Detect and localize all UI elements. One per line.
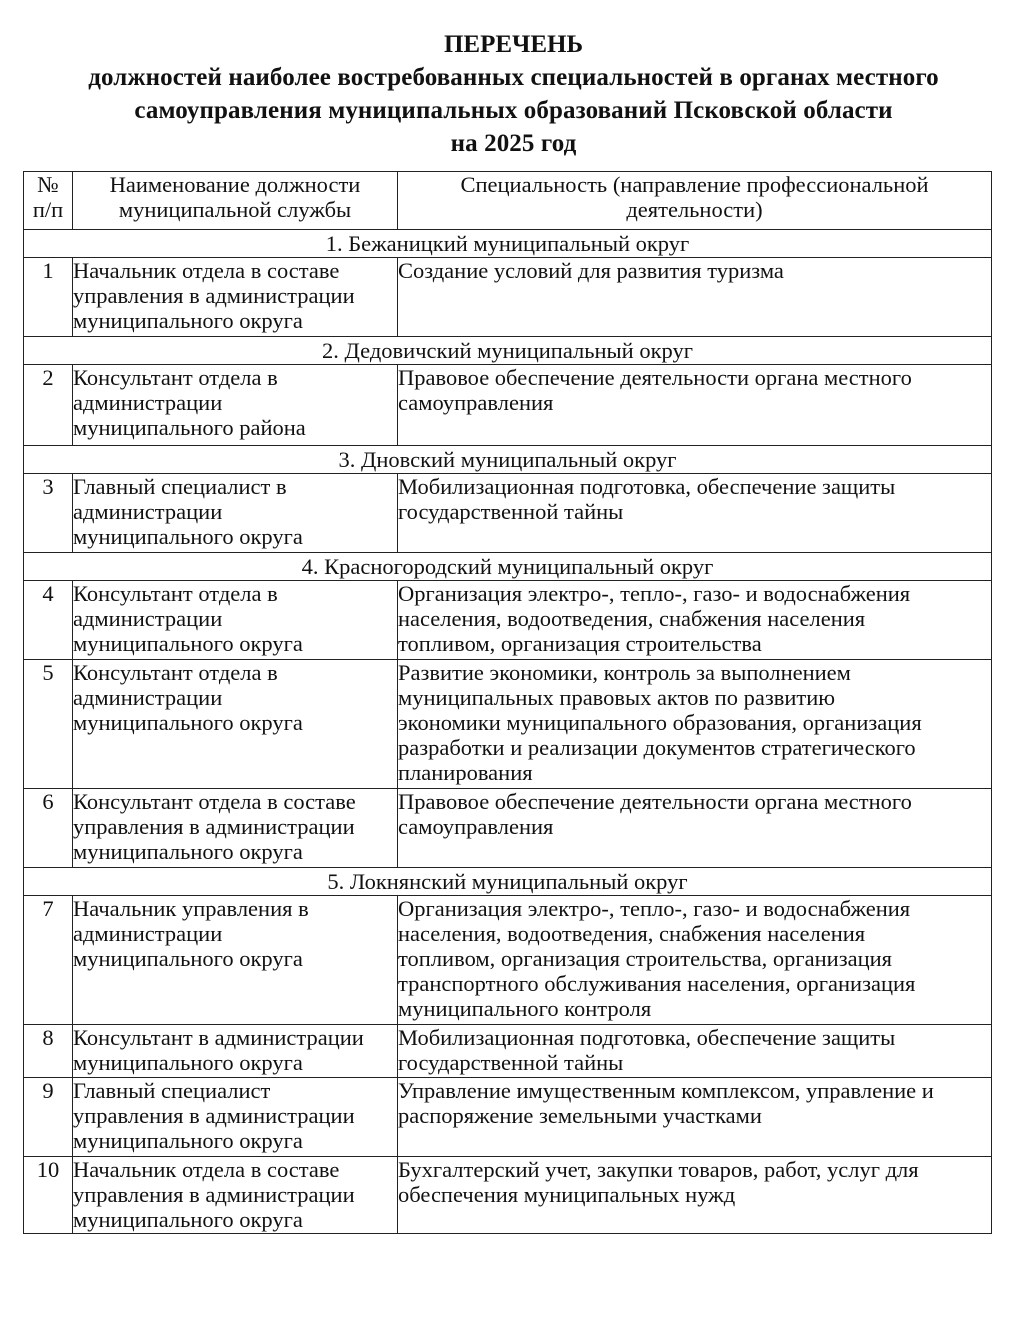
position-text: Консультант отдела в администрации муниципального района [73,365,306,440]
district-heading: 2. Дедовичский муниципальный округ [24,337,992,365]
document-subtitle-line-3: на 2025 год [450,130,577,157]
specialty-text: Развитие экономики, контроль за выполнением муниципальных правовых актов по развитию экономики муниципального образования, организация разработки и реализации документов стратегического планирования [398,660,922,785]
position-text: Консультант отдела в составе управления в администрации муниципального округа [73,789,356,864]
position-cell [73,896,398,1025]
specialty-text: Мобилизационная подготовка, обеспечение защиты государственной тайны [398,474,896,524]
district-heading: 1. Бежаницкий муниципальный округ [24,230,992,258]
specialty-text: Управление имущественным комплексом, управление и распоряжение земельными участками [398,1078,934,1128]
specialty-cell [398,474,992,553]
specialty-text: Организация электро-, тепло-, газо- и водоснабжения населения, водоотведения, снабжения населения топливом, организация строительства, организация транспортного обслуживания населения, организация муниципального контроля [398,896,916,1021]
row-number: 3 [24,474,73,553]
table-row [24,789,992,868]
district-row [24,446,992,474]
district-heading: 4. Красногородский муниципальный округ [24,553,992,581]
specialty-cell [398,1157,992,1234]
specialty-text: Мобилизационная подготовка, обеспечение защиты государственной тайны [398,1025,896,1075]
district-row [24,553,992,581]
position-cell [73,474,398,553]
position-text: Консультант отдела в администрации муниципального округа [73,581,303,656]
row-number: 2 [24,365,73,446]
specialty-cell [398,581,992,660]
district-row [24,868,992,896]
position-cell [73,1025,398,1078]
specialty-text: Организация электро-, тепло-, газо- и водоснабжения населения, водоотведения, снабжения населения топливом, организация строительства [398,581,911,656]
document-title-block [0,28,1027,160]
district-heading: 3. Дновский муниципальный округ [24,446,992,474]
row-number: 5 [24,660,73,789]
row-number: 1 [24,258,73,337]
position-text: Консультант отдела в администрации муниципального округа [73,660,303,735]
position-text: Главный специалист в администрации муниципального округа [73,474,303,549]
document-subtitle-line-2: самоуправления муниципальных образований Псковской области [134,97,893,124]
position-text: Начальник отдела в составе управления в администрации муниципального округа [73,1157,355,1232]
district-row [24,230,992,258]
table-row [24,1078,992,1157]
specialty-cell [398,1078,992,1157]
position-cell [73,660,398,789]
specialty-text: Бухгалтерский учет, закупки товаров, работ, услуг для обеспечения муниципальных нужд [398,1157,919,1207]
position-cell [73,1078,398,1157]
row-number: 9 [24,1078,73,1157]
table-row [24,660,992,789]
table-row [24,896,992,1025]
row-number: 7 [24,896,73,1025]
table-row [24,1157,992,1234]
position-text: Начальник управления в администрации муниципального округа [73,896,309,971]
position-cell [73,1157,398,1234]
document-subtitle-line-1: должностей наиболее востребованных специальностей в органах местного [88,64,939,91]
district-heading: 5. Локнянский муниципальный округ [24,868,992,896]
specialty-cell [398,660,992,789]
row-number: 8 [24,1025,73,1078]
row-number: 10 [24,1157,73,1234]
table-row [24,581,992,660]
row-number: 6 [24,789,73,868]
table-header-row [24,172,992,230]
table-row [24,365,992,446]
header-specialty: Специальность (направление профессиональной деятельности) [398,172,992,230]
header-number: № п/п [24,172,73,230]
specialty-cell [398,365,992,446]
document-title: ПЕРЕЧЕНЬ [443,31,584,58]
position-text: Начальник отдела в составе управления в администрации муниципального округа [73,258,355,333]
specialty-cell [398,258,992,337]
table-row [24,1025,992,1078]
header-position: Наименование должности муниципальной службы [73,172,398,230]
position-cell [73,258,398,337]
table-body [24,230,992,1234]
district-row [24,337,992,365]
specialty-text: Правовое обеспечение деятельности органа местного самоуправления [398,789,912,839]
position-cell [73,365,398,446]
position-text: Главный специалист управления в администрации муниципального округа [73,1078,355,1153]
position-text: Консультант в администрации муниципального округа [73,1025,364,1075]
specialty-text: Правовое обеспечение деятельности органа местного самоуправления [398,365,912,415]
specialty-cell [398,896,992,1025]
table-row [24,258,992,337]
position-cell [73,581,398,660]
position-cell [73,789,398,868]
specialty-text: Создание условий для развития туризма [398,258,784,283]
positions-table [23,171,992,1234]
row-number: 4 [24,581,73,660]
table-row [24,474,992,553]
specialty-cell [398,1025,992,1078]
specialty-cell [398,789,992,868]
